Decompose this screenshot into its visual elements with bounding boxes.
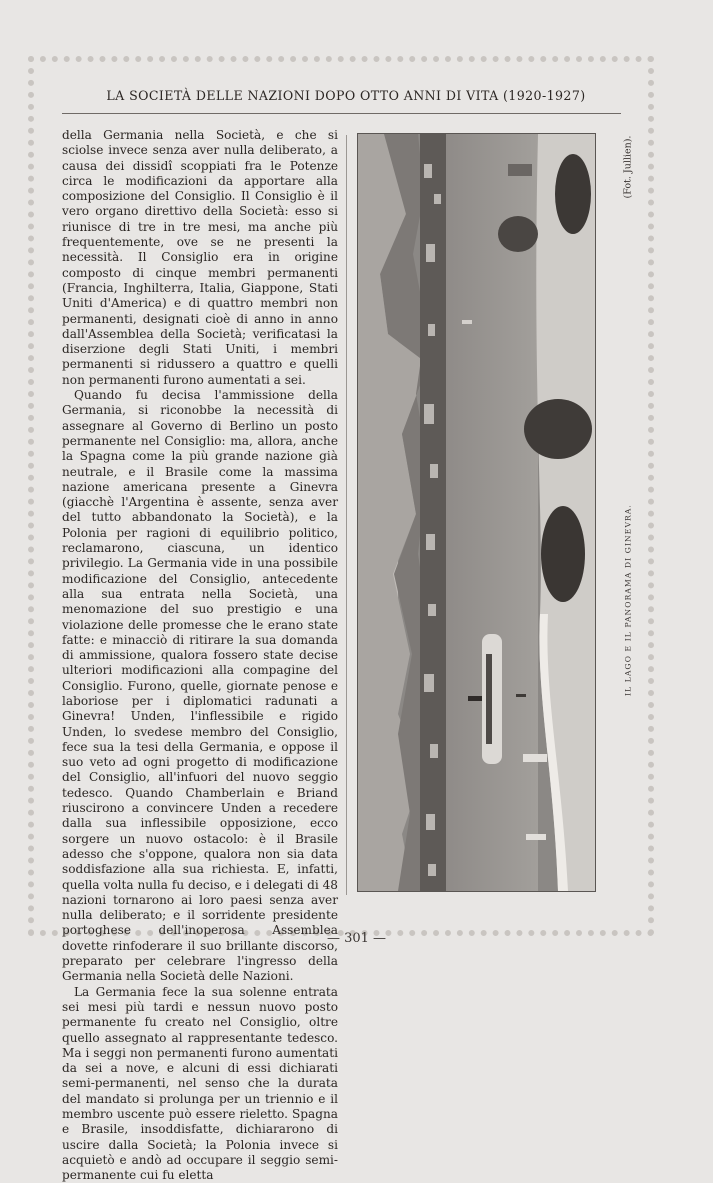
paragraph-3: La Germania fece la sua solenne entrata sei mesi più tardi e nessun nuovo posto permanente fu creato nel Consiglio, oltre quello assegnato al rappresentante tedesco. Ma i seggi non permanenti furono aumentati da sei a nove, e alcuni di essi dichiarati semi-permanenti, nel senso che la durata del mandato si prolunga per un triennio e il membro uscente può essere rieletto. Spagna e Brasile, insoddisfatte, dichiararono di uscire dalla Società; la Polonia invece si acquietò e andò ad occupare il seggio semi-permanente cui fu eletta xyxy=(62,984,338,1183)
page-number: — 301 — xyxy=(326,931,387,946)
photo-caption: IL LAGO E IL PANORAMA DI GINEVRA. xyxy=(623,504,633,696)
running-header: LA SOCIETÀ DELLE NAZIONI DOPO OTTO ANNI DI VITA (1920-1927) xyxy=(106,88,586,103)
geneva-lake-photo xyxy=(357,133,596,892)
paragraph-2: Quando fu decisa l'ammissione della Germania, si riconobbe la necessità di assegnare al Governo di Berlino un posto permanente nel Consiglio: ma, allora, anche la Spagna come la più grande nazione già neutrale, e il Brasile come la massima nazione americana presente a Ginevra (giacchè l'Argentina è assente, senza aver del tutto abbandonato la Società), e la Polonia per ragioni di equilibrio politico, reclamarono, ciascuna, un identico privilegio. La Germania vide in una possibile modificazione del Consiglio, antecedente alla sua entrata nella Società, una menomazione del suo prestigio e una violazione delle promesse che le erano state fatte: e minacciò di ritirare la sua domanda di ammissione, qualora fossero state decise ulteriori modificazioni alla compagine del Consiglio. Furono, quelle, giornate penose e laboriose per i diplomatici radunati a Ginevra! Unden, l'inflessibile e rigido Unden, lo svedese membro del Consiglio, fece sua la tesi della Germania, e oppose il suo veto ad ogni progetto di modificazione del Consiglio, all'infuori del nuovo seggio tedesco. Quando Chamberlain e Briand riuscirono a convincere Unden a recedere dalla sua inflessibile opposizione, ecco sorgere un nuovo ostacolo: è il Brasile adesso che s'oppone, qualora non sia data soddisfazione alla sua richiesta. E, infatti, quella volta nulla fu deciso, e i delegati di 48 nazioni tornarono ai loro paesi senza aver nulla deliberato; e il sorridente presidente portoghese dell'inoperosa Assemblea dovette rinfoderare il suo brillante discorso, preparato per celebrare l'ingresso della Germania nella Società delle Nazioni. xyxy=(62,388,338,984)
header-rule xyxy=(62,113,621,114)
text-column xyxy=(62,128,338,1183)
column-divider xyxy=(346,135,347,895)
paragraph-1: della Germania nella Società, e che si sciolse invece senza aver nulla deliberato, a causa dei dissidî scoppiati fra le Potenze circa le modificazioni da apportare alla composizione del Consiglio. Il Consiglio è il vero organo direttivo della Società: esso si riunisce di tre in tre mesi, ma anche più frequentemente, ove se ne presenti la necessità. Il Consiglio era in origine composto di cinque membri permanenti (Francia, Inghilterra, Italia, Giappone, Stati Uniti d'America) e di quattro membri non permanenti, designati cioè di anno in anno dall'Assemblea della Società; verificatasi la diserzione degli Stati Uniti, i membri permanenti si ridussero a quattro e quelli non permanenti furono aumentati a sei. xyxy=(62,128,338,387)
photo-credit: (Fot. Jullien). xyxy=(622,135,634,199)
